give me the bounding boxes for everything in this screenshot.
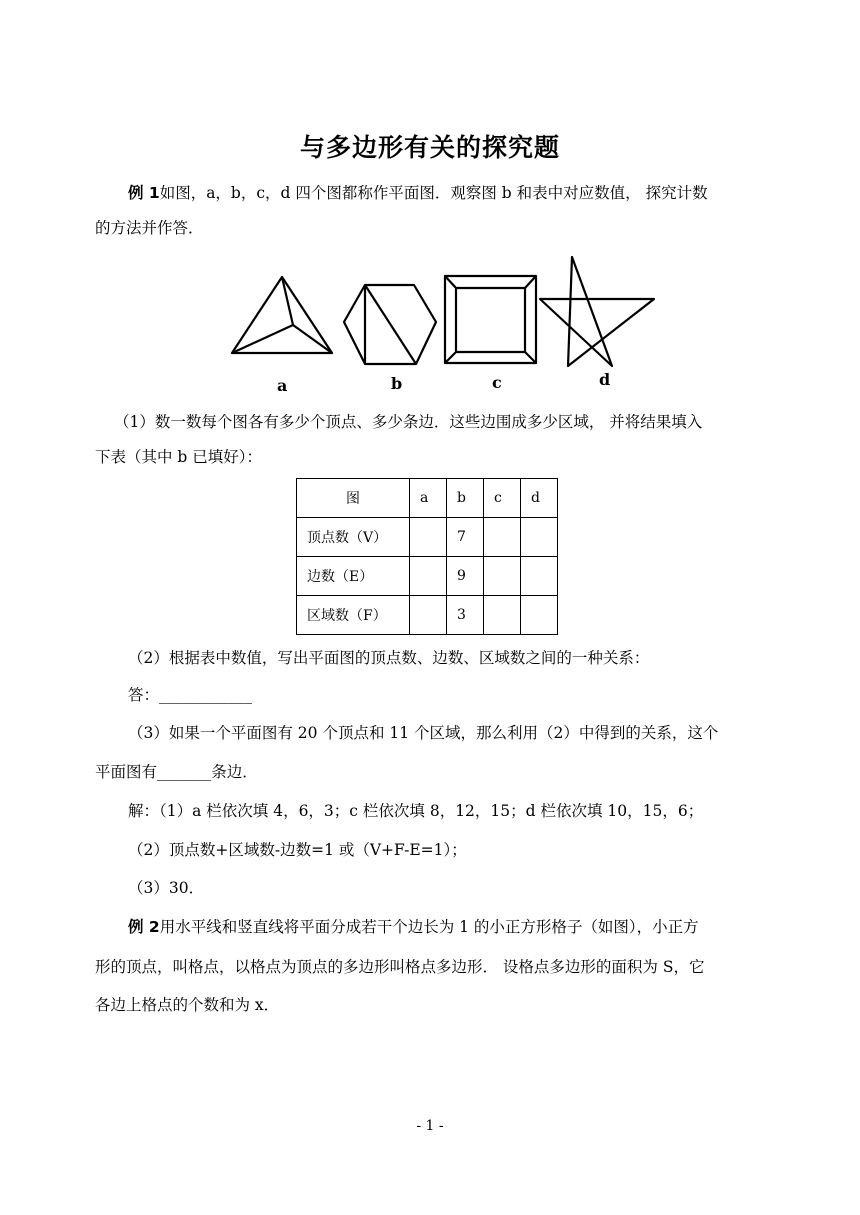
example1-intro-cont: 的方法并作答．: [95, 219, 204, 237]
question-2: （2）根据表中数值，写出平面图的顶点数、边数、区域数之间的一种关系：: [128, 649, 650, 667]
figure-a-shape: [232, 277, 332, 353]
count-table: [296, 478, 558, 635]
table-cell: 边数（E）: [297, 557, 410, 596]
table-header-cell: 图: [297, 479, 410, 518]
question-3-cont: 平面图有_______条边．: [95, 763, 258, 781]
question-1: （1）数一数每个图各有多少个顶点、多少条边．这些边围成多少区域， 并将结果填入: [114, 413, 703, 431]
question-3: （3）如果一个平面图有 20 个顶点和 11 个区域，那么利用（2）中得到的关系，这个: [128, 724, 719, 742]
table-cell: [484, 596, 521, 635]
table-cell: [484, 557, 521, 596]
table-header-cell: c: [484, 479, 521, 518]
table-cell: [521, 557, 558, 596]
table-cell: 7: [447, 518, 484, 557]
figure-b-label: b: [391, 374, 403, 393]
example2-label: 例 2: [128, 918, 160, 936]
planar-figures: [225, 252, 665, 397]
table-cell: [484, 518, 521, 557]
figure-b-shape: [344, 285, 436, 364]
figure-d-shape: [540, 257, 654, 366]
figure-d-label: d: [599, 370, 611, 389]
table-row: [297, 518, 558, 557]
table-header-cell: d: [521, 479, 558, 518]
solution-3: （3）30．: [128, 879, 205, 897]
table-cell: 3: [447, 596, 484, 635]
table-cell: [521, 518, 558, 557]
question-1-cont: 下表（其中 b 已填好）：: [95, 448, 263, 466]
table-header-cell: b: [447, 479, 484, 518]
example1-intro-text: 如图，a，b，c，d 四个图都称作平面图．观察图 b 和表中对应数值， 探究计数: [159, 184, 708, 202]
example1-label: 例 1: [128, 184, 160, 202]
solution-1: 解：（1）a 栏依次填 4，6，3；c 栏依次填 8，12，15；d 栏依次填 10，15，6；: [128, 802, 704, 820]
table-header-row: [297, 479, 558, 518]
example1-intro: [128, 183, 708, 203]
example2-line1: [128, 917, 699, 937]
table-cell: [521, 596, 558, 635]
table-cell: 9: [447, 557, 484, 596]
table-cell: [410, 557, 447, 596]
figure-c-label: c: [492, 373, 502, 392]
table-row: [297, 596, 558, 635]
figure-c-shape: [445, 276, 536, 363]
page-title: 与多边形有关的探究题: [299, 133, 560, 162]
table-cell: 区域数（F）: [297, 596, 410, 635]
example2-line2: 形的顶点，叫格点，以格点为顶点的多边形叫格点多边形． 设格点多边形的面积为 S，它: [95, 958, 705, 976]
solution-2: （2）顶点数+区域数-边数=1 或（V+F-E=1）；: [128, 841, 467, 859]
table-header-cell: a: [410, 479, 447, 518]
example2-text: 用水平线和竖直线将平面分成若干个边长为 1 的小正方形格子（如图），小正方: [159, 918, 699, 936]
table-cell: [410, 596, 447, 635]
example2-line3: 各边上格点的个数和为 x．: [95, 996, 280, 1014]
answer-line: 答：____________: [128, 686, 253, 704]
table-cell: 顶点数（V）: [297, 518, 410, 557]
table-row: [297, 557, 558, 596]
table-cell: [410, 518, 447, 557]
page-number: - 1 -: [416, 1118, 444, 1134]
figure-a-label: a: [277, 376, 288, 395]
